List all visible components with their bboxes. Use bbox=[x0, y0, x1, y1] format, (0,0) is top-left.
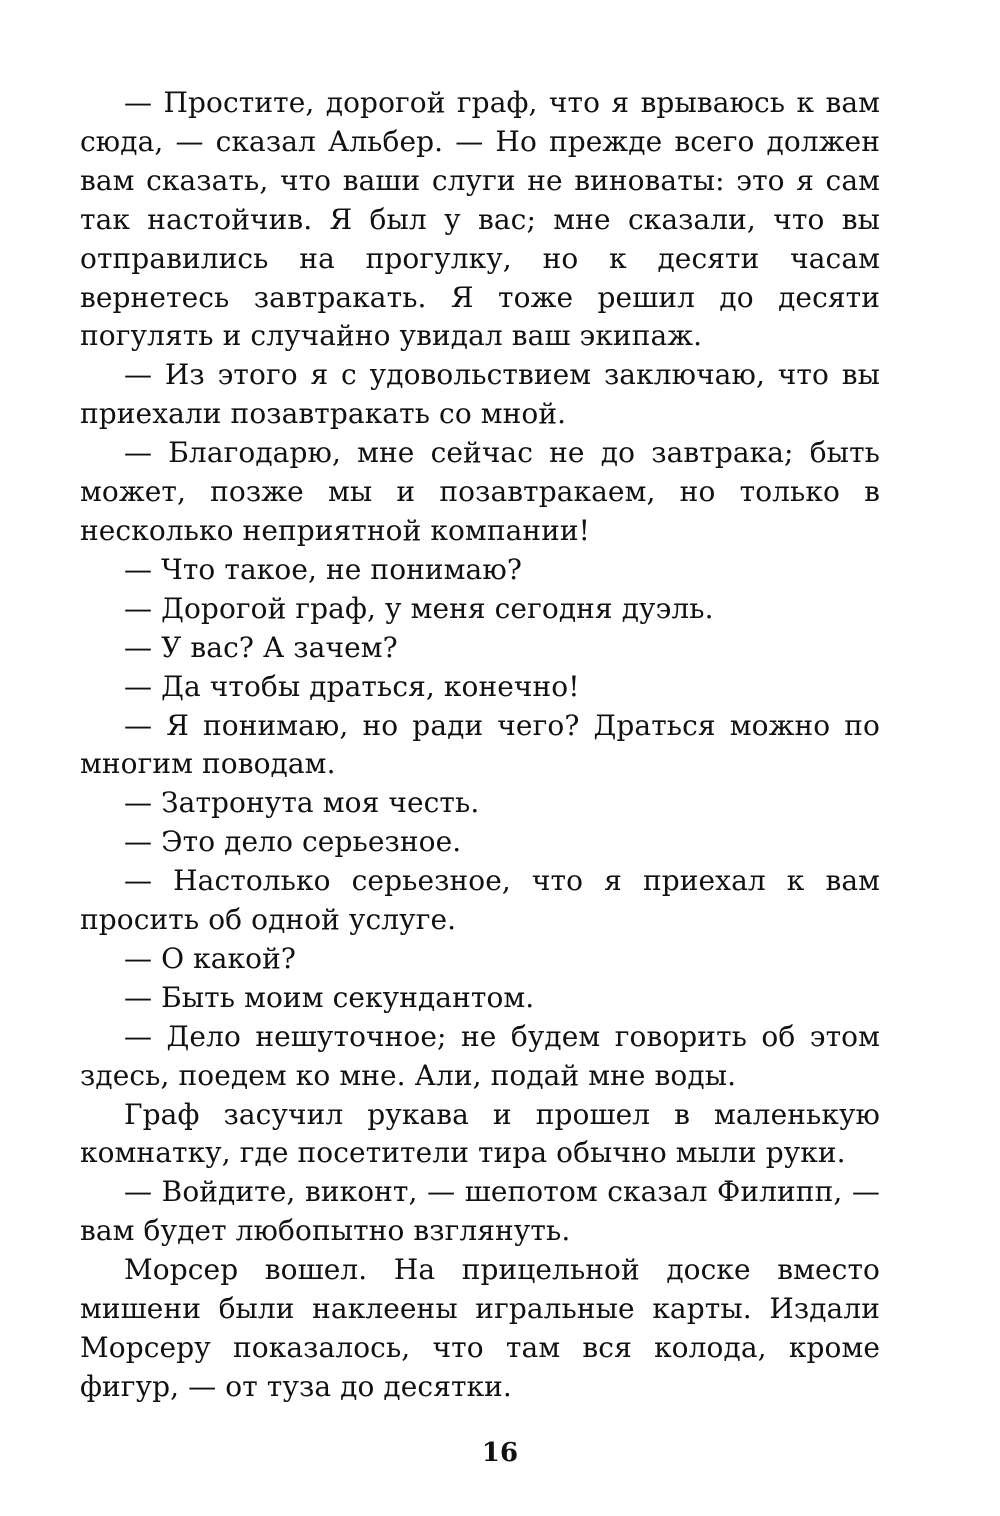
paragraph: — Благодарю, мне сейчас не до завтрака; быть может, позже мы и позавтракаем, но только в несколько неприятной компании! bbox=[80, 436, 880, 547]
paragraph: — Дело нешуточное; не будем говорить об этом здесь, поедем ко мне. Али, подай мне воды. bbox=[80, 1019, 880, 1092]
paragraph: Граф засучил рукава и прошел в маленькую комнатку, где посетители тира обычно мыли руки. bbox=[80, 1097, 880, 1170]
page-number: 16 bbox=[481, 1438, 519, 1468]
paragraph: — Затронута моя честь. bbox=[124, 786, 480, 820]
paragraph: — Настолько серьезное, что я приехал к вам просить об одной услуге. bbox=[80, 864, 880, 937]
paragraph: — Я понимаю, но ради чего? Драться можно по многим поводам. bbox=[80, 708, 880, 781]
body-text bbox=[80, 84, 880, 1407]
paragraph: — Это дело серьезное. bbox=[124, 825, 462, 859]
paragraph: — Что такое, не понимаю? bbox=[124, 552, 522, 586]
paragraph: — Простите, дорогой граф, что я врываюсь к вам сюда, — сказал Альбер. — Но прежде всего должен вам сказать, что ваши слуги не виноваты: это я сам так настойчив. Я был у вас; мне сказали, что вы отправились на прогулку, но к десяти часам вернетесь завтракать. Я тоже решил до десяти погулять и случайно увидал ваш экипаж. bbox=[80, 86, 880, 353]
paragraph: Морсер вошел. На прицельной доске вместо мишени были наклеены игральные карты. Издали Морсеру показалось, что там вся колода, кроме фигур, — от туза до десятки. bbox=[80, 1253, 880, 1403]
paragraph: — Дорогой граф, у меня сегодня дуэль. bbox=[124, 591, 714, 625]
paragraph: — Войдите, виконт, — шепотом сказал Филипп, — вам будет любопытно взглянуть. bbox=[80, 1175, 880, 1248]
paragraph: — У вас? А зачем? bbox=[124, 630, 398, 664]
paragraph: — Из этого я с удовольствием заключаю, что вы приехали позавтракать со мной. bbox=[80, 358, 880, 431]
paragraph: — Быть моим секундантом. bbox=[124, 980, 535, 1014]
paragraph: — Да чтобы драться, конечно! bbox=[124, 669, 580, 703]
paragraph: — О какой? bbox=[124, 941, 296, 975]
